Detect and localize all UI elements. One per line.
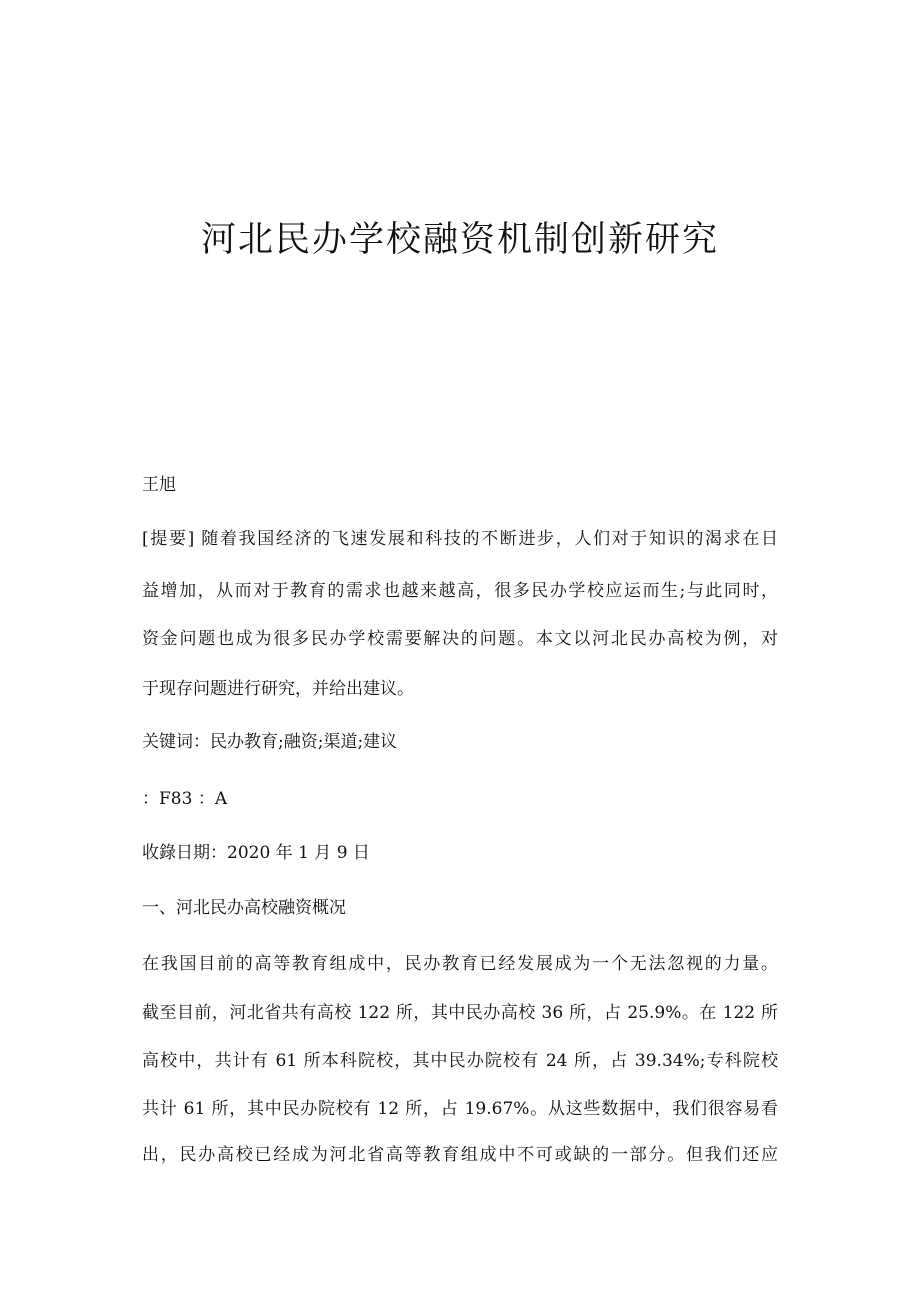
abstract-line-3: 资金问题也成为很多民办学校需要解决的问题。本文以河北民办高校为例，对 [142,629,778,649]
body-line-4: 共计 61 所，其中民办院校有 12 所，占 19.67%。从这些数据中，我们很容易看 [142,1099,778,1119]
abstract-line-2: 益增加，从而对于教育的需求也越来越高，很多民办学校应运而生;与此同时， [142,581,778,601]
body-line-5: 出，民办高校已经成为河北省高等教育组成中不可或缺的一部分。但我们还应 [142,1145,778,1165]
abstract-line-1: [提要] 随着我国经济的飞速发展和科技的不断进步，人们对于知识的渴求在日 [142,529,778,549]
abstract-line-4: 于现存问题进行研究，并给出建议。 [142,679,414,699]
keywords: 关键词：民办教育;融资;渠道;建议 [142,732,398,752]
section-heading: 一、河北民办高校融资概况 [142,898,346,918]
body-line-2: 截至目前，河北省共有高校 122 所，其中民办高校 36 所，占 25.9%。在 122 所 [142,1003,778,1023]
document-title: 河北民办学校融资机制创新研究 [200,220,719,260]
body-line-1: 在我国目前的高等教育组成中，民办教育已经发展成为一个无法忽视的力量。 [142,954,778,974]
classification-code: ：F83 ：A [142,789,228,809]
received-date: 收錄日期：2020 年 1 月 9 日 [142,843,370,863]
author: 王旭 [142,475,176,495]
body-line-3: 高校中，共计有 61 所本科院校，其中民办院校有 24 所，占 39.34%;专科院校 [142,1051,778,1071]
